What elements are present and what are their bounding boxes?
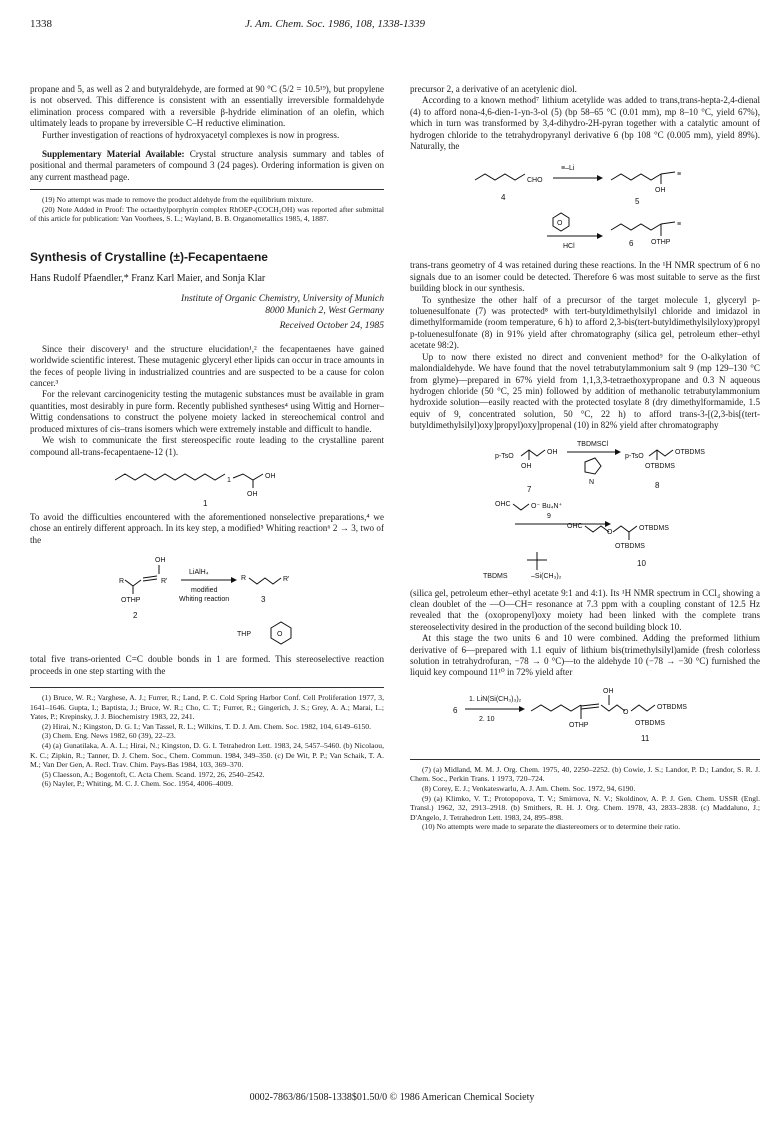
svg-text:LiAlH₄: LiAlH₄ bbox=[189, 569, 209, 577]
svg-text:OTHP: OTHP bbox=[121, 597, 141, 605]
svg-text:2: 2 bbox=[133, 611, 138, 621]
received-date: Received October 24, 1985 bbox=[279, 319, 384, 331]
svg-text:O⁻ Bu₄N⁺: O⁻ Bu₄N⁺ bbox=[531, 502, 563, 510]
svg-text:OTBDMS: OTBDMS bbox=[657, 703, 687, 711]
reference: (6) Nayler, P.; Whiting, M. C. J. Chem. Soc. 1954, 4006–4009. bbox=[42, 779, 234, 789]
svg-text:OH: OH bbox=[655, 187, 666, 195]
svg-text:OTBDMS: OTBDMS bbox=[675, 448, 705, 456]
paragraph: Further investigation of reactions of hydroxyacetyl complexes is now in progress. bbox=[42, 129, 340, 140]
svg-text:O: O bbox=[623, 708, 629, 716]
scheme-whiting bbox=[87, 550, 327, 650]
paragraph: trans-trans geometry of 4 was retained during these reactions. In the ¹H NMR spectrum of 6 no signals due to an isomer could be detected. Therefore 6 was most suitable to serve as the first building block in our synthesis. bbox=[410, 260, 760, 294]
right-column bbox=[410, 84, 760, 832]
svg-text:OTBDMS: OTBDMS bbox=[635, 719, 665, 727]
supplementary-material bbox=[30, 149, 384, 183]
svg-text:OHC: OHC bbox=[567, 522, 583, 530]
svg-text:OTBDMS: OTBDMS bbox=[615, 542, 645, 550]
paragraph: total five trans-oriented C=C double bonds in 1 are formed. This stereoselective reaction proceeds in one step starting with the bbox=[30, 654, 384, 676]
affiliation bbox=[30, 293, 384, 332]
references-divider bbox=[410, 759, 760, 760]
paragraph: Since their discovery¹ and the structure elucidation¹,² the fecapentaenes have gained worldwide scientific interest. These mutagenic glyceryl ether lipids can occur in trace amounts in the feces of people living in industrialized countries and are suspected to be a cause for colon cancer.³ bbox=[30, 343, 384, 389]
reference: (4) (a) Gunatilaka, A. A. L.; Hirai, N.; Kingston, D. G. I. Tetrahedron Lett. 1983, 24, 5457–5460. (b) Nicolaou, K. C.; Zipkin, R.; Tanner, D. J. Chem. Soc., Chem. Commun. 1984, 349–350. (c) De Wit, P. P.; Van Schaik, T. A. M.; Van Der Gen, A. Recl. Trav. Chim. Pays-Bas 1984, 103, 369–370. bbox=[30, 740, 384, 770]
scheme-7-8-9-10 bbox=[455, 436, 715, 584]
svg-text:OH: OH bbox=[521, 462, 532, 470]
svg-text:p-TsO: p-TsO bbox=[625, 452, 644, 460]
authors: Hans Rudolf Pfaendler,* Franz Karl Maier, and Sonja Klar bbox=[30, 273, 266, 285]
paragraph: To avoid the difficulties encountered with the aforementioned nonselective preparations,⁴ we chose an entirely different approach. In its key step, a modified⁵ Whiting reaction⁶ 2 → 3, two of the bbox=[30, 511, 384, 545]
reference: (3) Chem. Eng. News 1982, 60 (39), 22–23. bbox=[42, 731, 176, 741]
reference: (10) No attempts were made to separate the diastereomers or to determine their ratio. bbox=[422, 822, 681, 832]
footnote: (19) No attempt was made to remove the product aldehyde from the equilibrium mixture. bbox=[42, 195, 314, 205]
svg-text:6: 6 bbox=[629, 239, 634, 249]
svg-text:≡–Li: ≡–Li bbox=[561, 165, 575, 173]
svg-text:R: R bbox=[241, 575, 247, 583]
reference: (1) Bruce, W. R.; Varghese, A. J.; Furrer, R.; Land, P. C. Cold Spring Harbor Conf. Cell Proliferation 1977, 3, 1641–1646. Gupta, I.; Baptista, J.; Bruce, W. R.; Cho, C. T.; Furrer, R.; Gingerich, J. S.; Grey, A. A.; Marai, L.; Yates, P.; Krepinsky, J. J. Biochemistry 1983, 22, 241. bbox=[30, 692, 384, 722]
svg-text:OH: OH bbox=[547, 448, 558, 456]
paragraph: At this stage the two units 6 and 10 were combined. Adding the preformed lithium derivative of 6—prepared with 1.1 equiv of lithium bis(trimethylsilyl)amide (fresh colorless solution in tetrahydrofuran, −78 → 0 °C)—to the aldehyde 10 (−78 → −30 °C) furnished the liquid key compound 11¹⁰ in 72% yield after bbox=[410, 633, 760, 678]
left-column bbox=[30, 84, 384, 789]
paragraph: According to a known method⁷ lithium acetylide was added to trans,trans-hepta-2,4-dienal (4) to afford nona-4,6-dien-1-yn-3-ol (5) (bp 58–65 °C (0.01 mm), mp 8–10 °C, yield 67%), which in turn was transformed by 3,4-dihydro-2H-pyran together with a catalytic amount of hydrogen chloride to the tetrahydropyranyl derivative 6 (bp 108 °C (0.005 mm), yield 89%). Naturally, the bbox=[410, 95, 760, 152]
paragraph: We wish to communicate the first stereospecific route leading to the crystalline parent compound all-trans-fecapentaene-12 (1). bbox=[30, 435, 384, 457]
svg-text:TBDMSCl: TBDMSCl bbox=[577, 440, 609, 448]
label-oh: OH bbox=[247, 490, 258, 498]
svg-text:–Si(CH₃)₂: –Si(CH₃)₂ bbox=[531, 572, 562, 580]
svg-text:R': R' bbox=[283, 576, 290, 584]
reference: (8) Corey, E. J.; Venkateswarlu, A. J. Am. Chem. Soc. 1972, 94, 6190. bbox=[422, 783, 636, 793]
svg-text:4: 4 bbox=[501, 193, 506, 203]
svg-text:p-TsO: p-TsO bbox=[495, 452, 514, 460]
footnote: (20) Note Added in Proof: The octaethylporphyrin complex RhOEP-(COCH₂OH) was reported after submittal of this article for publication: Van Voorhees, S. L.; Wayland, B. B. Organometallics 1985, 4, 1887. bbox=[30, 204, 384, 224]
svg-text:10: 10 bbox=[637, 558, 646, 568]
svg-text:6: 6 bbox=[453, 705, 458, 715]
svg-text:HCl: HCl bbox=[563, 243, 575, 251]
institution-line: Institute of Organic Chemistry, University of Munich bbox=[181, 292, 384, 304]
page-number: 1338 bbox=[30, 18, 52, 30]
svg-text:7: 7 bbox=[527, 484, 532, 494]
paragraph: To synthesize the other half of a precursor of the target molecule 1, glyceryl p-toluenesulfonate (7) was protected⁸ with tert-butyldimethylsilyl chloride and imidazol in dimethylformamide (room temperature, 6 h) to afford 2,3-bis(tert-butyldimethylsilyloxy)propyl p-toluenesulfonate (8) in 91% yield after chromatography (silica gel, petroleum ether–ethyl acetate 98:2). bbox=[410, 294, 760, 351]
svg-text:modified: modified bbox=[191, 587, 218, 595]
journal-header: J. Am. Chem. Soc. 1986, 108, 1338-1339 bbox=[245, 18, 426, 30]
references-right bbox=[410, 765, 760, 832]
scheme-4-5-6 bbox=[455, 156, 715, 256]
svg-text:2. 10: 2. 10 bbox=[479, 715, 495, 723]
svg-text:≡: ≡ bbox=[677, 171, 682, 179]
article-title: Synthesis of Crystalline (±)-Fecapentaene bbox=[30, 250, 268, 265]
paragraph: precursor 2, a derivative of an acetylenic diol. bbox=[410, 84, 577, 94]
paragraph: For the relevant carcinogenicity testing the mutagenic substances must be available in gram quantities, most desirably in pure form. Recently published syntheses⁴ using Wittig and Horner–Wittig condensations to construct the polyene moiety lacked in stereochemical control and produced mixtures of cis–trans isomers which were extremely instable and difficult to handle. bbox=[30, 389, 384, 434]
compound-number: 1 bbox=[203, 498, 208, 508]
svg-text:OH: OH bbox=[603, 687, 614, 695]
reference: (2) Hirai, N.; Kingston, D. G. I.; Van Tassel, R. L.; Wilkins, T. D. J. Am. Chem. Soc. 1982, 104, 6149–6150. bbox=[42, 721, 371, 731]
svg-text:8: 8 bbox=[655, 480, 660, 490]
supplementary-text: Crystal structure analysis summary and tables of positional and thermal parameters of compound 3 (24 pages). Ordering information is given on any current masthead page. bbox=[30, 149, 384, 182]
svg-text:O: O bbox=[277, 631, 283, 639]
svg-text:TBDMS: TBDMS bbox=[483, 572, 508, 580]
supplementary-label: Supplementary Material Available: bbox=[42, 149, 185, 160]
svg-text:OHC: OHC bbox=[495, 500, 511, 508]
scheme-11 bbox=[435, 683, 735, 745]
paragraph: Up to now there existed no direct and convenient method⁹ for the O-alkylation of malondialdehyde. We have found that the novel tetrabutylammonium salt 9 (mp 129–130 °C from glyme)—prepared in 67% yield from 1,1,3,3-tetraethoxypropane and 0.3 N aqueous hydrogen chloride (50 °C, 25 min) followed by addition of methanolic tetrabutylammonium hydroxide solution—easily reacted with the protected tosylate 8 (dry dimethylformamide, 1.5 equiv of 9, concentrated solution, 50 °C, 22 h) to afford trans-3-[(2,3-bis[(tert-butyldimethylsilyl)oxy]propyl)oxy]propenal (10) in 82% yield after chromatography bbox=[410, 351, 760, 431]
structure-1 bbox=[107, 462, 307, 508]
svg-text:3: 3 bbox=[261, 595, 266, 605]
svg-text:11: 11 bbox=[641, 733, 650, 743]
reference: (5) Claesson, A.; Bogentoft, C. Acta Chem. Scand. 1972, 26, 2540–2542. bbox=[42, 769, 265, 779]
institution-line: 8000 Munich 2, West Germany bbox=[265, 304, 384, 316]
svg-text:OTHP: OTHP bbox=[569, 721, 589, 729]
svg-text:1: 1 bbox=[227, 476, 231, 484]
paragraph: propane and 5, as well as 2 and butyraldehyde, are formed at 90 °C (5/2 = 10.5¹⁹), but propylene is not observed. This difference is consistent with an essentially irreversible formaldehyde elimination process compared with a reversible β-hydride elimination of an olefin, which ultimately leads to propane by irreversible C–H reductive elimination. bbox=[30, 84, 384, 129]
svg-text:R: R bbox=[119, 578, 125, 586]
footnote-divider bbox=[30, 189, 384, 190]
svg-text:5: 5 bbox=[635, 197, 640, 207]
reference: (7) (a) Midland, M. M. J. Org. Chem. 1975, 40, 2250–2252. (b) Cowie, J. S.; Landor, P. D.; Landor, S. R. J. Chem. Soc., Perkin Trans. 1 1973, 720–724. bbox=[410, 764, 760, 784]
svg-text:OTHP: OTHP bbox=[651, 239, 671, 247]
paragraph: (silica gel, petroleum ether–ethyl acetate 9:1 and 4:1). Its ¹H NMR spectrum in CCl₄ showing a clean doublet of the —O—CH= resonance at 7.3 ppm with a coupling constant of 12.5 Hz revealed that the (oxopropenyl)oxy moiety had been linked with the complete trans stereoselectivity desired in the production of the second building block 10. bbox=[410, 587, 760, 632]
svg-text:Whiting reaction: Whiting reaction bbox=[179, 596, 230, 604]
references-left bbox=[30, 693, 384, 789]
svg-text:R': R' bbox=[161, 578, 168, 586]
svg-text:O: O bbox=[607, 528, 613, 536]
svg-text:N: N bbox=[589, 478, 595, 486]
svg-text:THP: THP bbox=[237, 631, 251, 639]
svg-text:OTBDMS: OTBDMS bbox=[639, 524, 669, 532]
reference: (9) (a) Klimko, V. T.; Protopopova, T. V.; Smirnova, N. V.; Skoldinov, A. P. J. Gen. Chem. USSR (Engl. Transl.) 1962, 32, 2913–2918. (b) Smithers, R. H. J. Org. Chem. 1978, 43, 2833–2838. (c) Maddaluno, J.; D'Angelo, J. Tetrahedron Lett. 1983, 24, 895–898. bbox=[410, 793, 760, 822]
svg-text:1. LiN(Si(CH₃)₃)₂: 1. LiN(Si(CH₃)₃)₂ bbox=[469, 695, 522, 703]
svg-text:O: O bbox=[557, 220, 563, 228]
label-oh: OH bbox=[265, 472, 276, 480]
svg-text:OTBDMS: OTBDMS bbox=[645, 462, 675, 470]
svg-text:9: 9 bbox=[547, 512, 551, 520]
references-divider bbox=[30, 687, 384, 688]
svg-text:CHO: CHO bbox=[527, 177, 543, 185]
svg-text:≡: ≡ bbox=[677, 221, 682, 229]
page-footer: 0002-7863/86/1508-1338$01.50/0 © 1986 American Chemical Society bbox=[249, 1092, 535, 1103]
svg-text:OH: OH bbox=[155, 557, 166, 565]
